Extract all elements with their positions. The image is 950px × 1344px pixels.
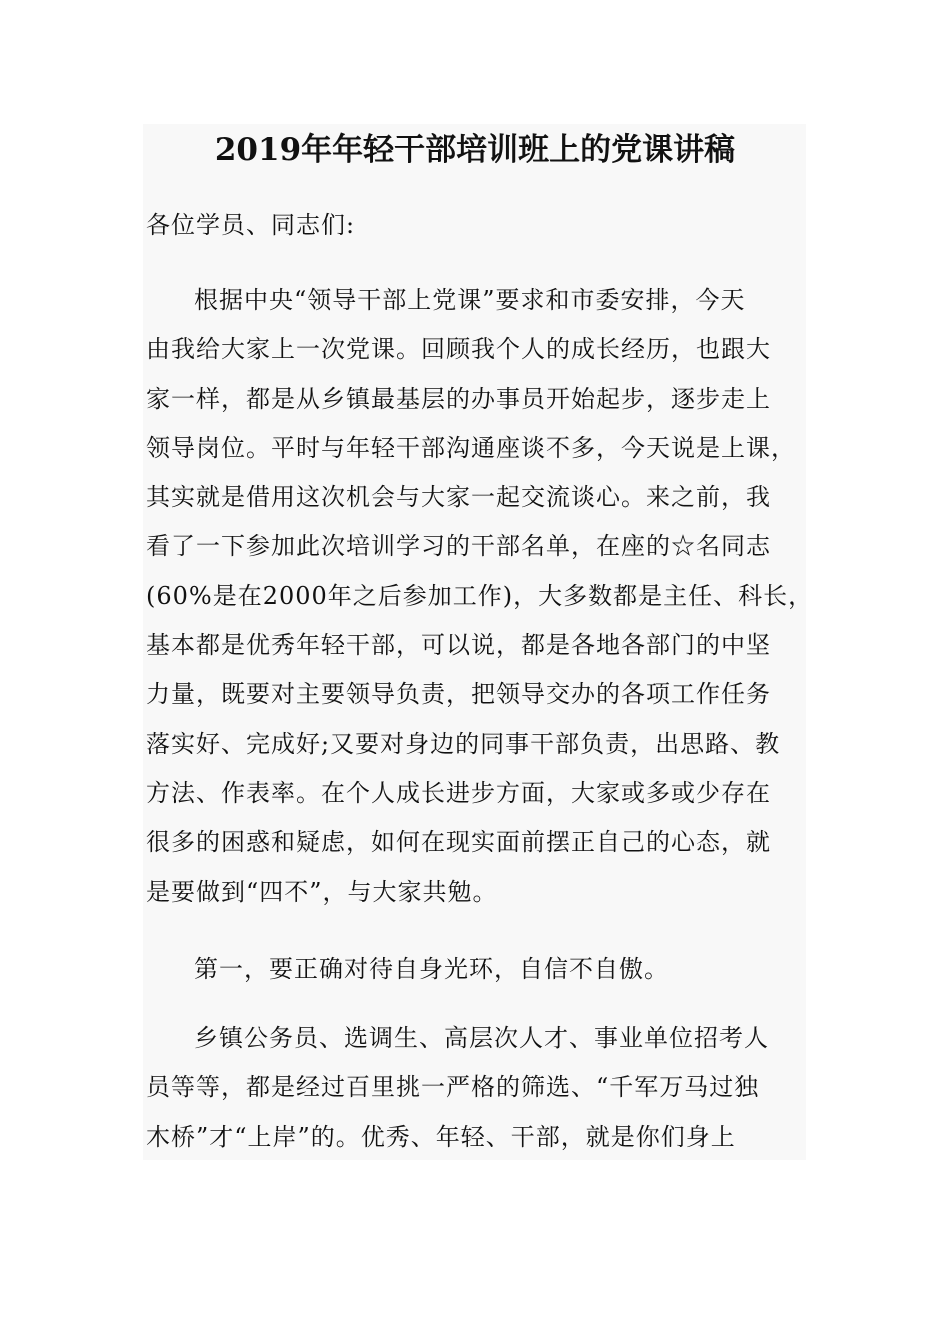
paragraph-opening — [146, 276, 814, 917]
text-line: 方法、作表率。在个人成长进步方面，大家或多或少存在 — [146, 778, 771, 807]
text-line: 由我给大家上一次党课。回顾我个人的成长经历，也跟大 — [146, 335, 771, 364]
salutation: 各位学员、同志们: — [146, 211, 356, 239]
section-heading-first — [146, 945, 806, 994]
text-line: 乡镇公务员、选调生、高层次人才、事业单位招考人 — [194, 1024, 769, 1052]
text-line: 看了一下参加此次培训学习的干部名单，在座的☆名同志 — [146, 532, 771, 561]
text-line: 领导岗位。平时与年轻干部沟通座谈不多，今天说是上课， — [146, 433, 796, 462]
text-line: 木桥”才“上岸”的。优秀、年轻、干部，就是你们身上 — [146, 1122, 736, 1151]
text-line: 第一，要正确对待自身光环，自信不自傲。 — [194, 955, 669, 983]
text-line: 很多的困惑和疑虑，如何在现实面前摆正自己的心态，就 — [146, 828, 771, 857]
text-line: 家一样，都是从乡镇最基层的办事员开始起步，逐步走上 — [146, 384, 771, 413]
text-line: 落实好、完成好;又要对身边的同事干部负责，出思路、教 — [146, 729, 781, 758]
text-line: 是要做到“四不”，与大家共勉。 — [146, 877, 498, 906]
text-line: 员等等，都是经过百里挑一严格的筛选、“千军万马过独 — [146, 1073, 760, 1102]
paragraph-body — [146, 1014, 806, 1162]
text-line: 力量，既要对主要领导负责，把领导交办的各项工作任务 — [146, 680, 771, 709]
text-line: 基本都是优秀年轻干部，可以说，都是各地各部门的中坚 — [146, 631, 771, 660]
text-line: 根据中央“领导干部上党课”要求和市委安排，今天 — [194, 286, 746, 314]
document-title: 2019年年轻干部培训班上的党课讲稿 — [214, 132, 736, 168]
text-line: 其实就是借用这次机会与大家一起交流谈心。来之前，我 — [146, 483, 771, 512]
text-line: (60%是在2000年之后参加工作)，大多数都是主任、科长， — [146, 581, 814, 610]
